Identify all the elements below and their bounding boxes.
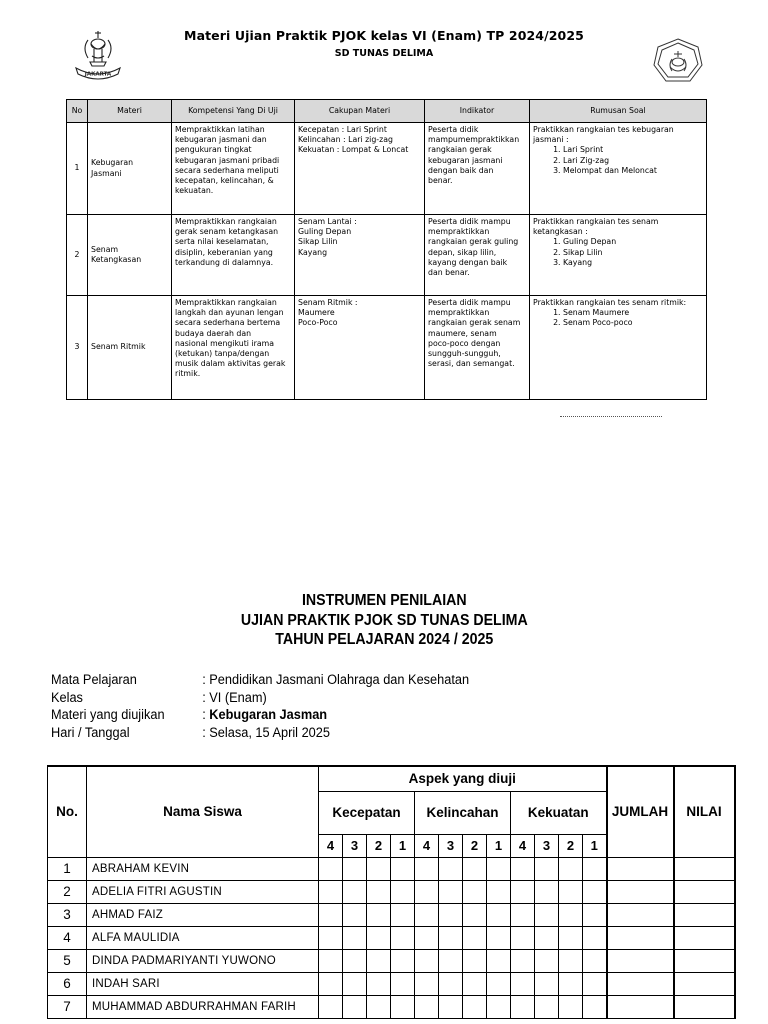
materi-cell — [88, 123, 172, 215]
nilai-cell[interactable] — [674, 903, 735, 926]
info-label: Materi yang diujikan — [51, 707, 165, 723]
student-rows — [48, 857, 735, 1018]
score-cell[interactable] — [535, 880, 559, 903]
score-cell[interactable] — [343, 880, 367, 903]
score-cell[interactable] — [583, 903, 607, 926]
score-cell[interactable] — [367, 995, 391, 1018]
col-header-kompetensi: Kompetensi Yang Di Uji — [172, 100, 295, 123]
score-header: 2 — [559, 834, 583, 857]
text-line: terkandung di dalamnya. — [175, 257, 274, 267]
title-line: TAHUN PELAJARAN 2024 / 2025 — [275, 631, 494, 648]
score-cell[interactable] — [439, 972, 463, 995]
info-value: : Pendidikan Jasmani Olahraga dan Kesehatan — [202, 672, 470, 688]
text-line: Kebugaran — [91, 158, 134, 168]
text-line: Praktikkan rangkaian tes senam — [533, 217, 659, 226]
score-cell[interactable] — [391, 995, 415, 1018]
score-cell[interactable] — [559, 880, 583, 903]
student-no: 2 — [48, 880, 87, 903]
text-line: Guling Depan — [298, 227, 352, 237]
text-line: kekuatan. — [175, 186, 214, 196]
score-cell[interactable] — [583, 857, 607, 880]
score-cell[interactable] — [463, 880, 487, 903]
text-line: dan benar. — [428, 268, 470, 278]
list-item: 2. Sikap Lilin — [563, 248, 703, 258]
score-cell[interactable] — [415, 880, 439, 903]
text-line: serasi, dan semangat. — [428, 359, 515, 369]
score-cell[interactable] — [415, 949, 439, 972]
table-row — [48, 972, 735, 995]
score-cell[interactable] — [415, 972, 439, 995]
kompetensi-cell — [172, 215, 295, 296]
text-line: disiplin, keberanian yang — [175, 247, 273, 257]
kompetensi-cell — [172, 296, 295, 400]
score-cell[interactable] — [487, 949, 511, 972]
student-no: 5 — [48, 949, 87, 972]
score-cell[interactable] — [319, 926, 343, 949]
kompetensi-cell — [172, 123, 295, 215]
materi-table-header-row — [67, 100, 707, 123]
list-item: 3. Kayang — [563, 258, 703, 268]
student-name: DINDA PADMARIYANTI YUWONO — [87, 949, 319, 972]
score-cell[interactable] — [367, 949, 391, 972]
score-cell[interactable] — [391, 949, 415, 972]
list-item: 1. Lari Sprint — [563, 145, 703, 155]
score-cell[interactable] — [487, 903, 511, 926]
score-header: 1 — [487, 834, 511, 857]
text-line: (ketukan) tanpa/dengan — [175, 349, 270, 359]
text-line: Mempraktikkan rangkaian — [175, 217, 277, 226]
score-cell[interactable] — [511, 857, 535, 880]
score-cell[interactable] — [463, 857, 487, 880]
signature-dotted-line — [560, 416, 662, 417]
score-cell[interactable] — [343, 972, 367, 995]
score-cell[interactable] — [343, 949, 367, 972]
student-name: MUHAMMAD ABDURRAHMAN FARIH — [87, 995, 319, 1018]
jumlah-cell[interactable] — [607, 926, 674, 949]
score-header: 2 — [367, 834, 391, 857]
student-no: 7 — [48, 995, 87, 1018]
score-cell[interactable] — [535, 903, 559, 926]
score-cell[interactable] — [319, 857, 343, 880]
score-cell[interactable] — [319, 880, 343, 903]
score-cell[interactable] — [439, 880, 463, 903]
jumlah-header: JUMLAH — [607, 766, 674, 857]
list-item: 2. Lari Zig-zag — [563, 156, 703, 166]
text-line: rangkaian gerak guling — [428, 237, 519, 247]
score-cell[interactable] — [511, 926, 535, 949]
student-name: INDAH SARI — [87, 972, 319, 995]
text-line: Peserta didik mampu — [428, 298, 511, 307]
text-line: budaya daerah dan — [175, 328, 252, 338]
aspek-header: Aspek yang diuji — [319, 766, 607, 791]
score-cell[interactable] — [367, 880, 391, 903]
score-cell[interactable] — [415, 857, 439, 880]
score-cell[interactable] — [487, 972, 511, 995]
info-label: Hari / Tanggal — [51, 724, 130, 741]
score-cell[interactable] — [559, 903, 583, 926]
indikator-cell — [425, 123, 530, 215]
text-line: Peserta didik — [428, 125, 479, 134]
table-row — [48, 903, 735, 926]
score-cell[interactable] — [559, 972, 583, 995]
text-line: Senam Lantai : — [298, 217, 357, 226]
jumlah-cell[interactable] — [607, 949, 674, 972]
score-cell[interactable] — [439, 926, 463, 949]
score-cell[interactable] — [559, 926, 583, 949]
score-cell[interactable] — [487, 926, 511, 949]
header-row — [48, 766, 735, 791]
col-header-rumusan-soal: Rumusan Soal — [530, 100, 707, 123]
nilai-cell[interactable] — [674, 972, 735, 995]
score-cell[interactable] — [391, 880, 415, 903]
score-cell[interactable] — [487, 995, 511, 1018]
nilai-cell[interactable] — [674, 926, 735, 949]
score-cell[interactable] — [463, 972, 487, 995]
student-no: 3 — [48, 903, 87, 926]
info-value: : Selasa, 15 April 2025 — [202, 724, 330, 741]
text-line: Jasmani — [91, 168, 122, 178]
text-line: rangkaian gerak senam — [428, 318, 521, 328]
text-line: ritmik. — [175, 369, 201, 379]
text-line: Kayang — [298, 247, 328, 257]
text-line: kebugaran jasmani dan — [175, 135, 267, 145]
info-row — [51, 725, 469, 743]
indikator-cell — [425, 215, 530, 296]
table-row — [67, 215, 707, 296]
score-cell[interactable] — [463, 903, 487, 926]
nilai-cell[interactable] — [674, 880, 735, 903]
indikator-cell — [425, 296, 530, 400]
info-row — [51, 707, 469, 725]
student-no: 4 — [48, 926, 87, 949]
info-label: Kelas — [51, 689, 83, 706]
col-header-no: No — [67, 100, 88, 123]
cakupan-cell — [295, 215, 425, 296]
info-prefix: : — [202, 707, 210, 723]
score-cell[interactable] — [367, 926, 391, 949]
score-cell[interactable] — [487, 880, 511, 903]
text-line: kebugaran jasmani pribadi — [175, 155, 280, 165]
score-cell[interactable] — [511, 880, 535, 903]
text-line: depan, sikap lilin, — [428, 247, 497, 257]
student-name: ABRAHAM KEVIN — [87, 857, 319, 880]
score-cell[interactable] — [439, 903, 463, 926]
score-header: 1 — [391, 834, 415, 857]
jumlah-cell[interactable] — [607, 880, 674, 903]
table-row — [48, 995, 735, 1018]
score-cell[interactable] — [343, 995, 367, 1018]
text-line: dengan baik dan — [428, 165, 494, 175]
score-cell[interactable] — [583, 926, 607, 949]
nama-siswa-header: Nama Siswa — [87, 766, 319, 857]
soal-list — [533, 145, 703, 176]
score-header: 4 — [415, 834, 439, 857]
materi-cell — [88, 296, 172, 400]
score-cell[interactable] — [367, 857, 391, 880]
score-cell[interactable] — [583, 880, 607, 903]
score-cell[interactable] — [535, 972, 559, 995]
score-header: 2 — [463, 834, 487, 857]
nilai-header: NILAI — [674, 766, 735, 857]
text-line: Senam — [91, 244, 119, 254]
score-cell[interactable] — [391, 903, 415, 926]
score-cell[interactable] — [343, 903, 367, 926]
score-cell[interactable] — [391, 972, 415, 995]
score-cell[interactable] — [463, 995, 487, 1018]
text-line: mempraktikkan — [428, 227, 490, 237]
row-no: 3 — [67, 296, 88, 400]
list-item: 1. Senam Maumere — [563, 308, 703, 318]
text-line: mampumempraktikkan — [428, 135, 520, 145]
table-row — [48, 949, 735, 972]
school-name: SD TUNAS DELIMA — [334, 48, 434, 59]
col-header-cakupan: Cakupan Materi — [295, 100, 425, 123]
aspect-kelincahan: Kelincahan — [415, 791, 511, 834]
text-line: secara sederhana bertema — [175, 318, 281, 328]
table-row — [67, 296, 707, 400]
nilai-cell[interactable] — [674, 857, 735, 880]
list-item: 2. Senam Poco-poco — [563, 318, 703, 328]
jumlah-cell[interactable] — [607, 972, 674, 995]
student-name: ADELIA FITRI AGUSTIN — [87, 880, 319, 903]
score-cell[interactable] — [439, 949, 463, 972]
soal-list — [533, 237, 703, 268]
aspect-kecepatan: Kecepatan — [319, 791, 415, 834]
col-header-indikator: Indikator — [425, 100, 530, 123]
info-value: : VI (Enam) — [202, 689, 267, 706]
score-cell[interactable] — [343, 857, 367, 880]
text-line: Ketangkasan — [91, 255, 142, 264]
score-cell[interactable] — [559, 857, 583, 880]
exam-info — [51, 672, 469, 742]
instrumen-title — [0, 591, 768, 650]
text-line: Mempraktikkan rangkaian — [175, 298, 277, 307]
info-row — [51, 672, 469, 690]
score-cell[interactable] — [583, 949, 607, 972]
tut-wuri-handayani-logo — [652, 37, 704, 85]
score-cell[interactable] — [487, 857, 511, 880]
text-line: poco-poco dengan — [428, 338, 501, 348]
student-name: AHMAD FAIZ — [87, 903, 319, 926]
page-title: Materi Ujian Praktik PJOK kelas VI (Enam) TP 2024/2025 — [184, 28, 584, 43]
score-cell[interactable] — [319, 903, 343, 926]
jumlah-cell[interactable] — [607, 857, 674, 880]
info-value — [202, 707, 327, 725]
text-line: Maumere — [298, 308, 335, 318]
text-line: Mempraktikkan latihan — [175, 125, 265, 134]
score-cell[interactable] — [583, 972, 607, 995]
score-header: 4 — [511, 834, 535, 857]
score-header: 4 — [319, 834, 343, 857]
text-line: kebugaran jasmani — [428, 155, 503, 165]
score-cell[interactable] — [415, 926, 439, 949]
score-cell[interactable] — [559, 949, 583, 972]
rumusan-soal-cell — [530, 215, 707, 296]
table-row — [48, 926, 735, 949]
score-cell[interactable] — [391, 926, 415, 949]
text-line: ketangkasan : — [533, 227, 588, 237]
score-cell[interactable] — [391, 857, 415, 880]
score-cell[interactable] — [535, 995, 559, 1018]
score-cell[interactable] — [463, 926, 487, 949]
materi-table — [66, 99, 707, 400]
score-cell[interactable] — [319, 949, 343, 972]
jumlah-cell[interactable] — [607, 995, 674, 1018]
score-cell[interactable] — [559, 995, 583, 1018]
nilai-cell[interactable] — [674, 949, 735, 972]
score-cell[interactable] — [535, 857, 559, 880]
list-item: 3. Melompat dan Meloncat — [563, 166, 703, 176]
assessment-table — [47, 765, 736, 1019]
rumusan-soal-cell — [530, 296, 707, 400]
score-cell[interactable] — [415, 903, 439, 926]
table-row — [67, 123, 707, 215]
aspect-kekuatan: Kekuatan — [511, 791, 607, 834]
score-cell[interactable] — [343, 926, 367, 949]
cakupan-cell — [295, 296, 425, 400]
info-value-bold: Kebugaran Jasman — [209, 707, 328, 723]
text-line: mempraktikkan — [428, 308, 490, 318]
text-line: Peserta didik mampu — [428, 217, 511, 226]
title-line: UJIAN PRAKTIK PJOK SD TUNAS DELIMA — [240, 611, 528, 629]
jumlah-cell[interactable] — [607, 903, 674, 926]
score-header: 3 — [439, 834, 463, 857]
score-cell[interactable] — [511, 972, 535, 995]
student-name: ALFA MAULIDIA — [87, 926, 319, 949]
text-line: sungguh-sungguh, — [428, 349, 501, 359]
col-header-materi: Materi — [88, 100, 172, 123]
text-line: Sikap Lilin — [298, 237, 338, 247]
score-header: 3 — [535, 834, 559, 857]
score-header: 3 — [343, 834, 367, 857]
text-line: Kecepatan : Lari Sprint — [298, 125, 387, 134]
no-header: No. — [48, 766, 87, 857]
score-cell[interactable] — [511, 903, 535, 926]
list-item: 1. Guling Depan — [563, 237, 703, 247]
text-line: secara sederhana meliputi — [175, 165, 279, 175]
info-row — [51, 690, 469, 708]
materi-cell — [88, 215, 172, 296]
text-line: nasional mengikuti irama — [175, 338, 274, 348]
text-line: Poco-Poco — [298, 318, 338, 328]
text-line: rangkaian gerak — [428, 145, 492, 155]
title-line: INSTRUMEN PENILAIAN — [301, 592, 467, 609]
text-line: pengukuran tingkat — [175, 145, 252, 155]
score-cell[interactable] — [415, 995, 439, 1018]
text-line: Praktikkan rangkaian tes kebugaran — [533, 125, 674, 134]
nilai-cell[interactable] — [674, 995, 735, 1018]
score-cell[interactable] — [535, 949, 559, 972]
text-line: serta nilai keselamatan, — [175, 237, 269, 247]
logo-banner-text: JAKARTA — [84, 71, 112, 78]
score-cell[interactable] — [511, 995, 535, 1018]
score-cell[interactable] — [367, 903, 391, 926]
score-cell[interactable] — [511, 949, 535, 972]
score-cell[interactable] — [583, 995, 607, 1018]
soal-list — [533, 308, 703, 328]
score-cell[interactable] — [439, 857, 463, 880]
text-line: kecepatan, kelincahan, & — [175, 176, 274, 186]
text-line: langkah dan ayunan lengan — [175, 308, 284, 318]
text-line: Senam Ritmik : — [298, 298, 358, 307]
table-row — [48, 880, 735, 903]
text-line: Kekuatan : Lompat & Loncat — [298, 145, 409, 155]
row-no: 1 — [67, 123, 88, 215]
table-row — [48, 857, 735, 880]
student-no: 6 — [48, 972, 87, 995]
score-cell[interactable] — [535, 926, 559, 949]
text-line: benar. — [428, 176, 453, 186]
text-line: jasmani : — [533, 135, 569, 145]
row-no: 2 — [67, 215, 88, 296]
score-cell[interactable] — [439, 995, 463, 1018]
text-line: kayang dengan baik — [428, 257, 508, 267]
student-no: 1 — [48, 857, 87, 880]
text-line: gerak senam ketangkasan — [175, 227, 279, 237]
text-line: Senam Ritmik — [91, 342, 146, 352]
score-cell[interactable] — [463, 949, 487, 972]
text-line: musik dalam aktivitas gerak — [175, 359, 286, 369]
rumusan-soal-cell — [530, 123, 707, 215]
text-line: maumere, senam — [428, 328, 497, 338]
score-cell[interactable] — [319, 995, 343, 1018]
text-line: Praktikkan rangkaian tes senam ritmik: — [533, 298, 687, 307]
score-cell[interactable] — [319, 972, 343, 995]
cakupan-cell — [295, 123, 425, 215]
score-cell[interactable] — [367, 972, 391, 995]
info-label: Mata Pelajaran — [51, 672, 137, 688]
score-header: 1 — [583, 834, 607, 857]
text-line: Kelincahan : Lari zig-zag — [298, 135, 393, 145]
